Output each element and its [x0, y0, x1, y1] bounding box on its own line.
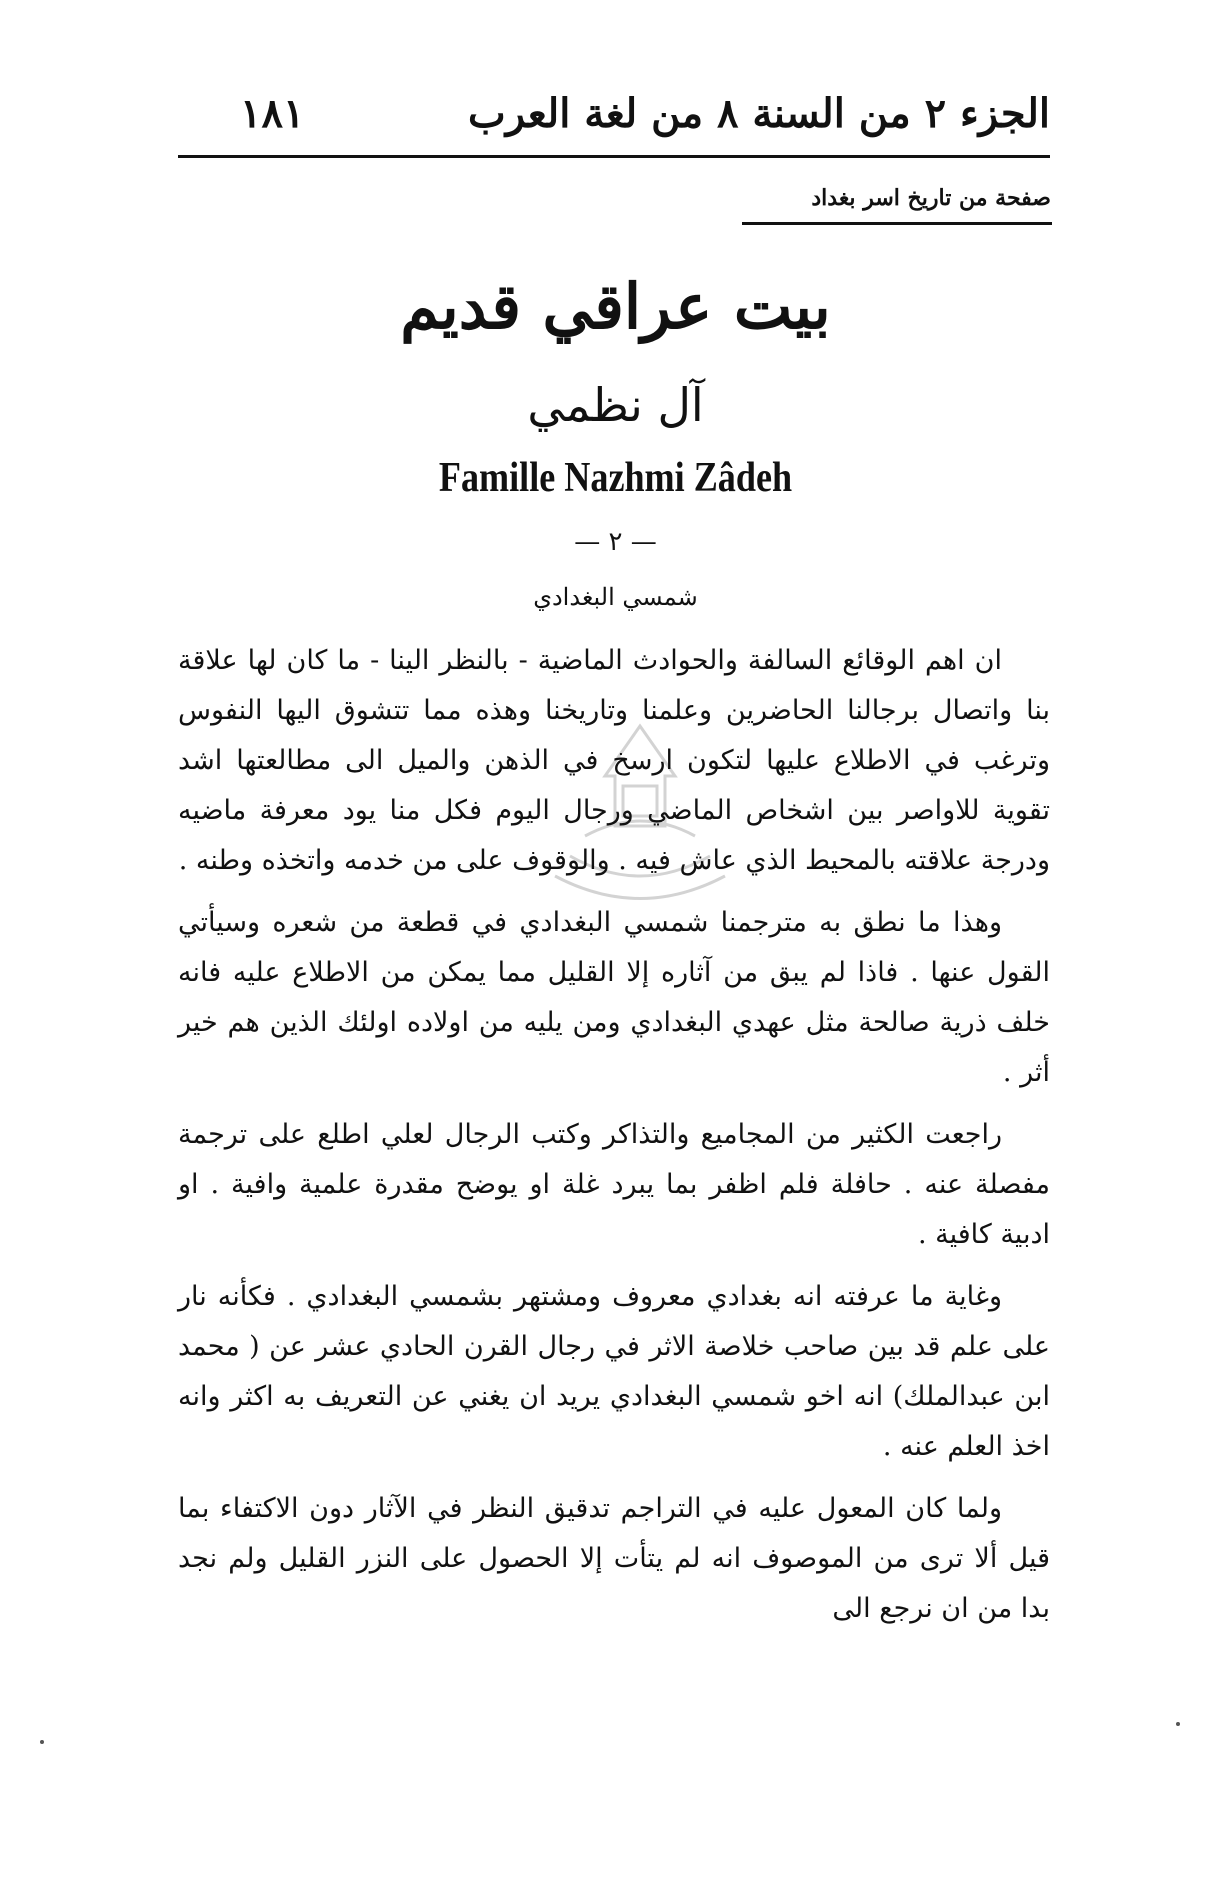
running-head — [178, 84, 1050, 144]
paragraph: ان اهم الوقائع السالفة والحوادث الماضية - بالنظر الينا - ما كان لها علاقة بنا واتصال برجالنا الحاضرين وعلمنا وتاريخنا وهذه مما تتشوق اليها النفوس وترغب في الاطلاع عليها لتكون ارسخ في الذهن والميل الى مطالعتها اشد تقوية للاواصر بين اشخاص الماضي ورجال اليوم فكل منا يود معرفة ماضيه ودرجة علاقته بالمحيط الذي عاش فيه . والوقوف على من خدمه واتخذه وطنه . — [178, 645, 1050, 876]
article-title: بيت عراقي قديم — [400, 270, 831, 343]
scan-speck — [40, 1740, 44, 1744]
article-body — [178, 636, 1050, 1646]
page-number: ١٨١ — [240, 90, 305, 137]
part-marker: — ٢ — — [574, 527, 657, 557]
scan-speck — [1176, 1722, 1180, 1726]
paragraph: وغاية ما عرفته انه بغدادي معروف ومشتهر بشمسي البغدادي . فكأنه نار على علم قد بين صاحب خلاصة الاثر في رجال القرن الحادي عشر عن ( محمد ابن عبدالملك) انه اخو شمسي البغدادي يريد ان يغني عن التعريف به اكثر وانه اخذ العلم عنه . — [178, 1281, 1050, 1462]
journal-issue-line: الجزء ٢ من السنة ٨ من لغة العرب — [468, 90, 1050, 137]
section-heading: شمسي البغدادي — [533, 583, 698, 611]
header-rule — [178, 155, 1050, 158]
paragraph: ولما كان المعول عليه في التراجم تدقيق النظر في الآثار دون الاكتفاء بما قيل ألا ترى من الموصوف انه لم يتأت إلا الحصول على النزر القليل ولم نجد بدا من ان نرجع الى — [178, 1493, 1050, 1624]
series-label: صفحة من تاريخ اسر بغداد — [811, 185, 1051, 211]
series-underline — [742, 222, 1052, 225]
paragraph: وهذا ما نطق به مترجمنا شمسي البغدادي في قطعة من شعره وسيأتي القول عنها . فاذا لم يبق من آثاره إلا القليل مما يمكن من الاطلاع عليه فانه خلف ذرية صالحة مثل عهدي البغدادي ومن يليه من اولاده اولئك الذين هم خير أثر . — [178, 907, 1050, 1088]
paragraph: راجعت الكثير من المجاميع والتذاكر وكتب الرجال لعلي اطلع على ترجمة مفصلة عنه . حافلة فلم اظفر بما يبرد غلة او يوضح مقدرة علمية وافية . او ادبية كافية . — [178, 1119, 1050, 1250]
article-subtitle: آل نظمي — [527, 378, 704, 432]
article-french-title: Famille Nazhmi Zâdeh — [438, 455, 793, 501]
